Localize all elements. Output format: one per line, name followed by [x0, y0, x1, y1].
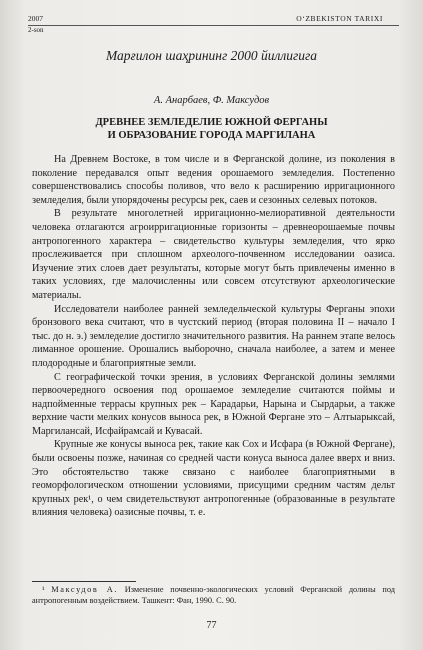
footnote-divider [32, 581, 136, 582]
article-title-line-1: ДРЕВНЕЕ ЗЕМЛЕДЕЛИЕ ЮЖНОЙ ФЕРГАНЫ [95, 117, 328, 128]
paragraph: Исследователи наиболее ранней земледельческой культуры Ферганы эпохи бронзового века считают, что в чустский период (вторая половина II – начало I тыс. до н. э.) земледелие достигло значительного развития. На раннем этапе велось лиманное орошение. Орошались выборочно, сначала наиболее, а затем и менее плодородные и благоприятные земли. [32, 303, 395, 369]
header-issue: 2-son [28, 26, 44, 34]
header-year: 2007 [28, 14, 43, 23]
section-title: Марғилон шаҳрининг 2000 йиллигига [105, 48, 318, 63]
article-body [32, 153, 395, 520]
running-header [28, 13, 399, 26]
paragraph: В результате многолетней ирригационно-мелиоративной деятельности человека отлагаются агроирригационные горизонты – древнеорошаемые почвы антропогенного характера – свидетельство культуры земледелия, что ярко прослеживается при сплошном археолого-почвенном исследовании оазиса. Изучение этих слоев дает результаты, которые могут быть привлечены именно в таких условиях, где малочисленны или совсем отсутствуют археологические материалы. [32, 208, 395, 301]
footnote-text: Изменение почвенно-экологических условий Ферганской долины под антропогенным воздействием. Ташкент: Фан, 1990. С. 90. [32, 585, 395, 605]
footnote-marker: ¹ [42, 585, 45, 594]
footnote-author: Максудов А. [51, 585, 119, 594]
paragraph: На Древнем Востоке, в том числе и в Ферганской долине, из поколения в поколение передавался опыт ведения орошаемого земледелия. Постепенно совершенствовались способы поливов, что вело к расширению ирригационного земледелия, были упорядочены ресурсы рек, саев и сезонных селевых потоков. [32, 154, 395, 206]
article-authors: А. Анарбаев, Ф. Максудов [153, 95, 270, 106]
page-number: 77 [206, 620, 217, 631]
article-title-line-2: И ОБРАЗОВАНИЕ ГОРОДА МАРГИЛАНА [107, 130, 316, 141]
header-journal: O‘ZBEKISTON TARIXI [296, 14, 383, 23]
paragraph: С географической точки зрения, в условиях Ферганской долины землями первоочередного освоения под орошаемое земледелие считаются поймы и надпойменные террасы крупных рек – Карадарьи, Нарына и Сырдарьи, а также верхние части мелких конусов выноса рек, в Южной Фергане это – Алтыарыксай, Маргилансай, Исфайрамсай и Кувасай. [32, 371, 395, 437]
article-title [0, 116, 423, 142]
paragraph: Крупные же конусы выноса рек, такие как Сох и Исфара (в Южной Фергане), были освоены позже, начиная со средней части конуса выноса далее вверх и вниз. Это обстоятельство также связано с наиболее благоприятными в геоморфологическом отношении условиями, присущими средним частям дельт крупных рек¹, о чем свидетельствуют антропогенные (образованные в результате влияния человека) оазисные почвы, т. е. [32, 439, 395, 519]
footnote [32, 585, 395, 606]
